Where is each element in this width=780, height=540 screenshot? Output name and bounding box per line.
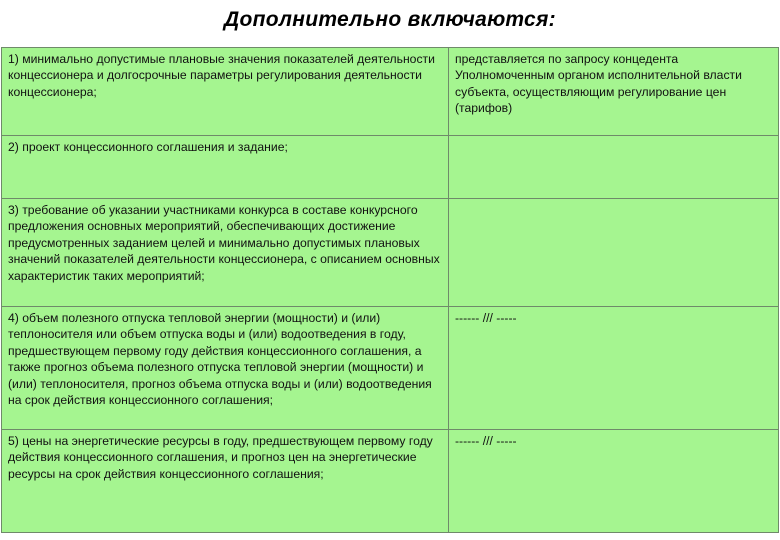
requirements-table <box>1 47 779 533</box>
table-row <box>2 199 779 307</box>
row-2-description: 2) проект концессионного соглашения и задание; <box>2 136 449 199</box>
row-5-description: 5) цены на энергетические ресурсы в году, предшествующем первому году действия концессионного соглашения, и прогноз цен на энергетические ресурсы на срок действия концессионного соглашения; <box>2 430 449 533</box>
row-3-note <box>449 199 779 307</box>
row-4-note: ------ /// ----- <box>449 307 779 430</box>
row-4-description: 4) объем полезного отпуска тепловой энергии (мощности) и (или) теплоносителя или объем отпуска воды и (или) водоотведения в году, предшествующем первому году действия концессионного соглашения, а также прогноз объема полезного отпуска тепловой энергии (мощности) и (или) теплоносителя, прогноз объема отпуска воды и (или) водоотведения на срок действия концессионного соглашения; <box>2 307 449 430</box>
row-1-description: 1) минимально допустимые плановые значения показателей деятельности концессионера и долгосрочные параметры регулирования деятельности концессионера; <box>2 48 449 136</box>
table-row <box>2 136 779 199</box>
table-row <box>2 48 779 136</box>
table-row <box>2 430 779 533</box>
page-title: Дополнительно включаются: <box>224 8 556 31</box>
row-2-note <box>449 136 779 199</box>
table-row <box>2 307 779 430</box>
row-3-description: 3) требование об указании участниками конкурса в составе конкурсного предложения основных мероприятий, обеспечивающих достижение предусмотренных заданием целей и минимально допустимых плановых значений показателей деятельности концессионера, с описанием основных характеристик таких мероприятий; <box>2 199 449 307</box>
row-1-note: представляется по запросу концедента Уполномоченным органом исполнительной власти субъекта, осуществляющим регулирование цен (тарифов) <box>449 48 779 136</box>
row-5-note: ------ /// ----- <box>449 430 779 533</box>
